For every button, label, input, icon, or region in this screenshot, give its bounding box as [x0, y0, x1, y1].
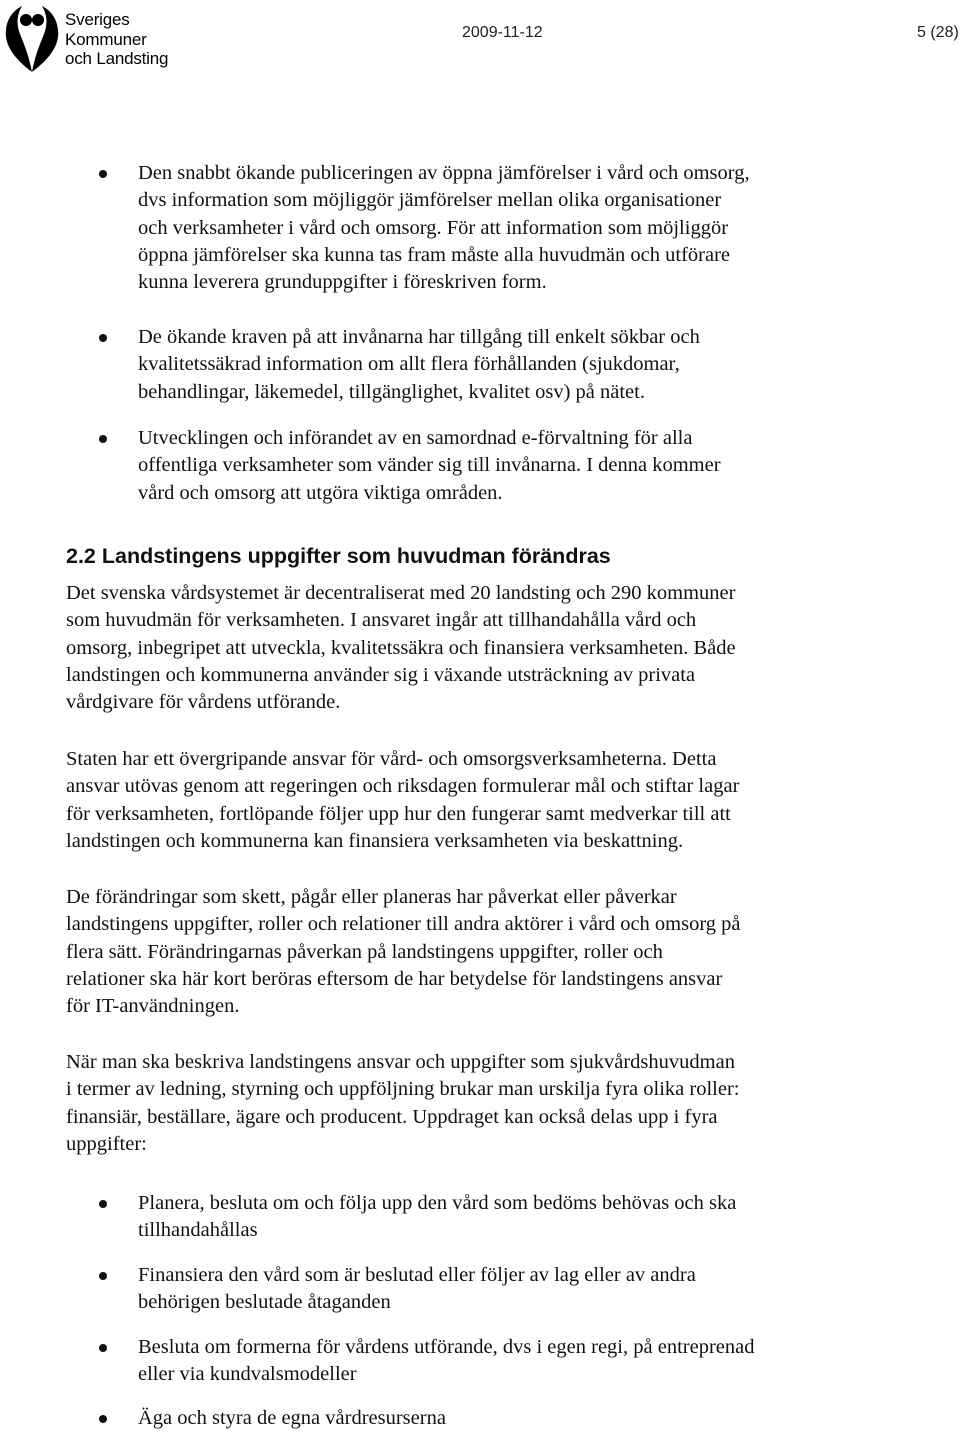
bullet-icon	[99, 1272, 107, 1280]
skl-emblem-icon	[2, 2, 62, 74]
bullet-icon	[99, 1200, 107, 1208]
bullet-text: Äga och styra de egna vårdresurserna	[138, 1407, 446, 1429]
skl-logo	[2, 2, 177, 74]
bullet-text: Planera, besluta om och följa upp den vård som bedöms behövas och ska tillhandahållas	[138, 1192, 737, 1242]
page-indicator: 5 (28)	[917, 24, 959, 41]
section-heading: 2.2 Landstingens uppgifter som huvudman förändras	[66, 544, 611, 568]
paragraph: Det svenska vårdsystemet är decentraliserat med 20 landsting och 290 kommuner som huvudmän för verksamheten. I ansvaret ingår att tillhandahålla vård och omsorg, inbegripet att utveckla, kvalitetssäkra och finansiera verksamheten. Både landstingen och kommunerna använder sig i växande utsträckning av privata vårdgivare för vårdens utförande.	[66, 582, 736, 714]
logo-line-1: Sveriges	[65, 10, 130, 29]
bullet-icon	[99, 334, 107, 342]
logo-line-3: och Landsting	[65, 49, 169, 68]
page-header	[0, 0, 960, 80]
paragraph: De förändringar som skett, pågår eller planeras har påverkat eller påverkar landstingens uppgifter, roller och relationer till andra aktörer i vård och omsorg på flera sätt. Förändringarnas påverkan på landstingens uppgifter, roller och relationer ska här kort beröras eftersom de har betydelse för landstingens ansvar för IT-användningen.	[66, 886, 741, 1018]
header-date: 2009-11-12	[462, 24, 543, 41]
bullet-icon	[99, 1415, 107, 1423]
bullet-icon	[99, 1344, 107, 1352]
paragraph: Staten har ett övergripande ansvar för vård- och omsorgsverksamheterna. Detta ansvar utövas genom att regeringen och riksdagen formulerar mål och stiftar lagar för verksamheten, fortlöpande följer upp hur den fungerar samt medverkar till att landstingen och kommunerna kan finansiera verksamheten via beskattning.	[66, 748, 740, 852]
bullet-text: Finansiera den vård som är beslutad eller följer av lag eller av andra behörigen beslutade åtaganden	[138, 1264, 696, 1314]
bullet-text: De ökande kraven på att invånarna har tillgång till enkelt sökbar och kvalitetssäkrad information om allt flera förhållanden (sjukdomar, behandlingar, läkemedel, tillgänglighet, kvalitet osv) på nätet.	[138, 326, 700, 403]
skl-wordmark	[65, 10, 168, 69]
bullet-icon	[99, 170, 107, 178]
bullet-text: Besluta om formerna för vårdens utförande, dvs i egen regi, på entreprenad eller via kundvalsmodeller	[138, 1336, 755, 1386]
logo-line-2: Kommuner	[65, 29, 147, 49]
bullet-icon	[99, 435, 107, 443]
bullet-text: Den snabbt ökande publiceringen av öppna jämförelser i vård och omsorg, dvs information som möjliggör jämförelser mellan olika organisationer och verksamheter i vård och omsorg. För att information som möjliggör öppna jämförelser ska kunna tas fram måste alla huvudmän och utförare kunna leverera grunduppgifter i föreskriven form.	[138, 162, 750, 294]
paragraph: När man ska beskriva landstingens ansvar och uppgifter som sjukvårdshuvudman i termer av ledning, styrning och uppföljning brukar man urskilja fyra olika roller: finansiär, beställare, ägare och producent. Uppdraget kan också delas upp i fyra uppgifter:	[66, 1051, 740, 1155]
bullet-text: Utvecklingen och införandet av en samordnad e-förvaltning för alla offentliga verksamheter som vänder sig till invånarna. I denna kommer vård och omsorg att utgöra viktiga områden.	[138, 427, 721, 504]
